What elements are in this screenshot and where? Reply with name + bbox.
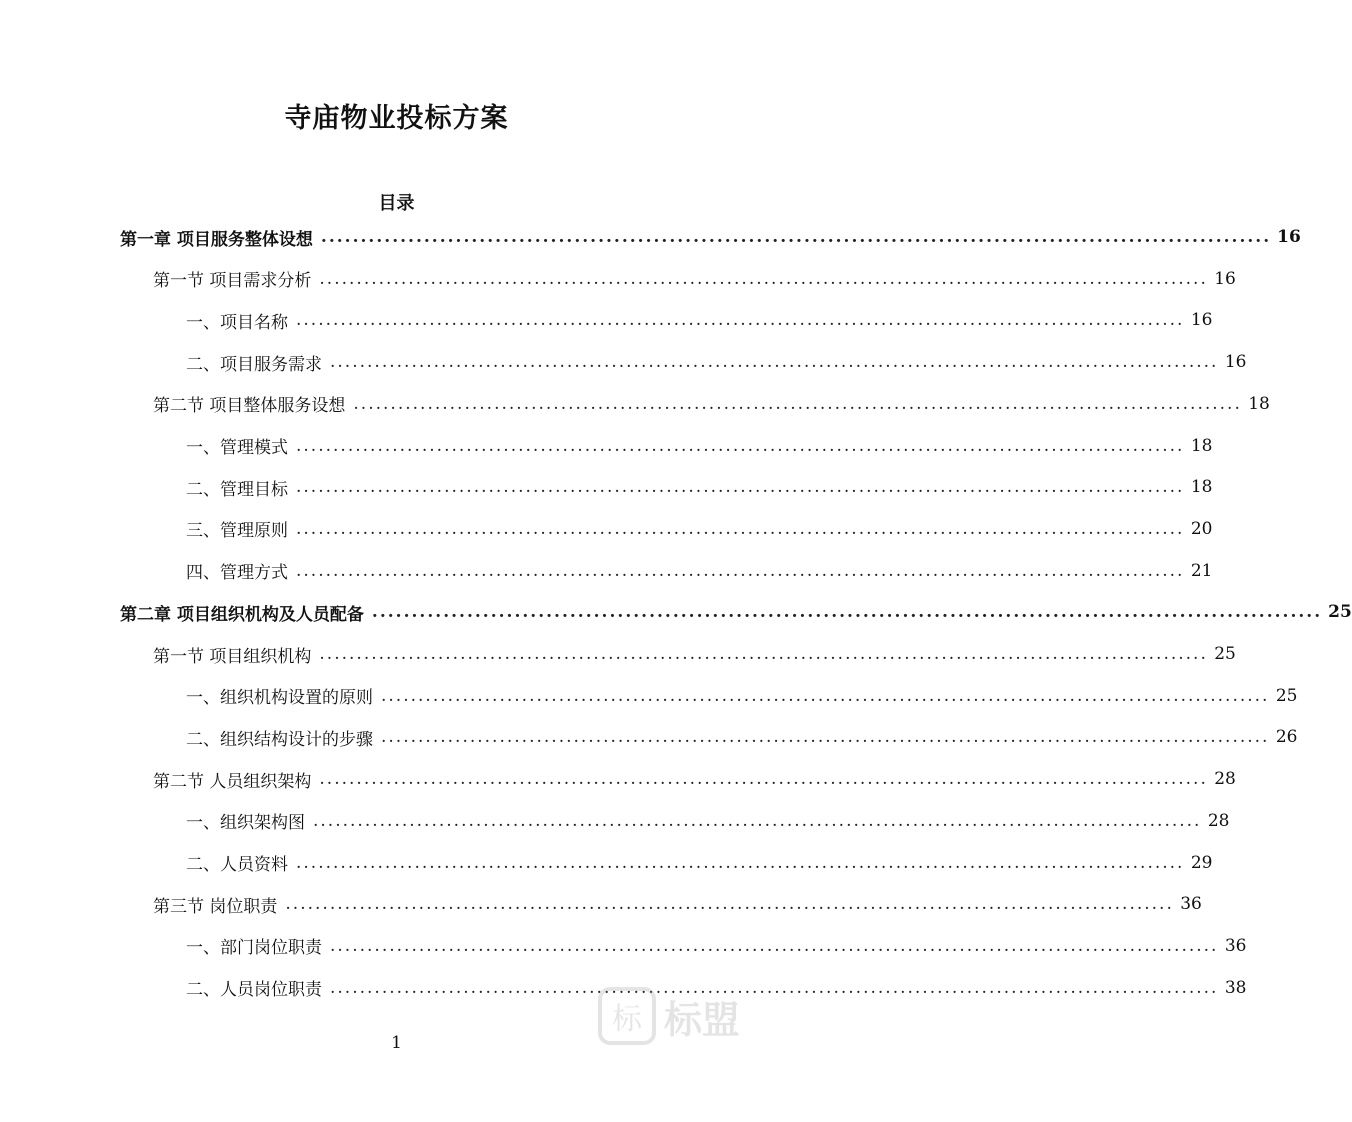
toc-entry-page: 28 (1207, 810, 1230, 831)
toc-dot-leader: ........................................................................................................................ (296, 852, 1185, 873)
document-title: 寺庙物业投标方案 (284, 103, 509, 134)
toc-dot-leader: ........................................................................................................................ (296, 435, 1185, 456)
toc-dot-leader: ........................................................................................................................ (296, 518, 1185, 539)
toc-entry-label: 一、管理模式 (186, 438, 288, 458)
toc-entry-label: 二、管理目标 (186, 479, 288, 500)
toc-heading: 目录 (378, 193, 415, 214)
toc-dot-leader: ........................................................................................................................ (330, 977, 1219, 998)
toc-section-entry[interactable] (153, 264, 1236, 294)
toc-dot-leader: ........................................................................................................................ (319, 268, 1208, 289)
toc-entry-page: 25 (1328, 602, 1352, 623)
toc-dot-leader: ........................................................................................................................ (381, 685, 1270, 706)
toc-entry-label: 第一节 项目需求分析 (153, 271, 312, 292)
toc-entry-page: 21 (1190, 560, 1213, 581)
toc-section-entry[interactable] (153, 389, 1270, 419)
toc-section-entry[interactable] (153, 639, 1236, 669)
toc-dot-leader: ........................................................................................................................ (285, 894, 1174, 915)
watermark-logo (598, 985, 773, 1047)
toc-chapter-entry[interactable] (120, 597, 1352, 627)
toc-section-entry[interactable] (153, 764, 1236, 794)
toc-subsection-entry[interactable] (186, 347, 1247, 377)
toc-section-entry[interactable] (153, 889, 1202, 919)
toc-entry-page: 29 (1190, 852, 1213, 873)
watermark-text: 标盟 (664, 997, 741, 1042)
toc-entry-label: 第二节 人员组织架构 (153, 771, 312, 792)
toc-subsection-entry[interactable] (186, 431, 1213, 461)
toc-subsection-entry[interactable] (186, 722, 1298, 752)
toc-entry-label: 第三节 岗位职责 (153, 896, 278, 917)
toc-subsection-entry[interactable] (186, 848, 1213, 878)
toc-entry-label: 二、组织结构设计的步骤 (186, 729, 373, 750)
toc-entry-label: 第一节 项目组织机构 (153, 646, 312, 667)
toc-subsection-entry[interactable] (186, 472, 1213, 502)
toc-subsection-entry[interactable] (186, 556, 1213, 586)
toc-entry-page: 18 (1248, 393, 1270, 414)
toc-dot-leader: ........................................................................................................................ (319, 644, 1208, 664)
toc-entry-label: 第二节 项目整体服务设想 (153, 396, 346, 417)
page-number: 1 (391, 1033, 402, 1053)
toc-chapter-entry[interactable] (120, 222, 1301, 252)
toc-entry-label: 二、项目服务需求 (186, 354, 322, 375)
toc-dot-leader: ........................................................................................................................ (371, 602, 1323, 623)
toc-dot-leader: ........................................................................................................................ (296, 560, 1185, 581)
toc-entry-page: 16 (1214, 268, 1236, 289)
toc-entry-page: 16 (1277, 227, 1301, 247)
toc-entry-label: 第二章 项目组织机构及人员配备 (120, 604, 364, 625)
toc-entry-label: 一、项目名称 (186, 312, 288, 333)
toc-entry-page: 20 (1190, 518, 1213, 539)
toc-entry-label: 一、组织机构设置的原则 (186, 688, 373, 709)
toc-entry-page: 38 (1224, 977, 1247, 998)
toc-dot-leader: ........................................................................................................................ (330, 352, 1219, 373)
toc-entry-label: 二、人员资料 (186, 855, 288, 875)
toc-subsection-entry[interactable] (186, 681, 1298, 711)
toc-entry-label: 四、管理方式 (186, 563, 288, 584)
toc-entry-label: 一、部门岗位职责 (186, 938, 322, 959)
toc-entry-page: 16 (1190, 310, 1213, 331)
watermark-icon: 标 (598, 987, 656, 1045)
toc-entry-label: 二、人员岗位职责 (186, 980, 322, 1001)
toc-dot-leader: ........................................................................................................................ (381, 727, 1270, 748)
toc-subsection-entry[interactable] (186, 931, 1247, 961)
toc-dot-leader: ........................................................................................................................ (319, 769, 1208, 790)
toc-subsection-entry[interactable] (186, 305, 1213, 335)
toc-dot-leader: ........................................................................................................................ (353, 393, 1242, 414)
toc-entry-page: 25 (1275, 685, 1298, 706)
toc-entry-page: 26 (1275, 727, 1298, 748)
toc-subsection-entry[interactable] (186, 514, 1213, 544)
toc-subsection-entry[interactable] (186, 806, 1230, 836)
toc-entry-label: 第一章 项目服务整体设想 (120, 229, 313, 250)
toc-entry-page: 25 (1214, 644, 1236, 664)
toc-dot-leader: ........................................................................................................................ (330, 935, 1219, 956)
toc-dot-leader: ........................................................................................................................ (296, 310, 1185, 331)
toc-entry-label: 一、组织架构图 (186, 813, 305, 834)
toc-dot-leader: ........................................................................................................................ (313, 810, 1202, 831)
toc-entry-page: 16 (1224, 352, 1247, 373)
toc-entry-page: 18 (1190, 435, 1213, 456)
toc-entry-page: 28 (1214, 769, 1236, 790)
toc-dot-leader: ........................................................................................................................ (320, 227, 1272, 247)
toc-entry-page: 36 (1180, 894, 1202, 915)
toc-entry-page: 36 (1224, 935, 1247, 956)
toc-dot-leader: ........................................................................................................................ (296, 477, 1185, 498)
toc-entry-label: 三、管理原则 (186, 521, 288, 542)
toc-entry-page: 18 (1190, 477, 1213, 498)
